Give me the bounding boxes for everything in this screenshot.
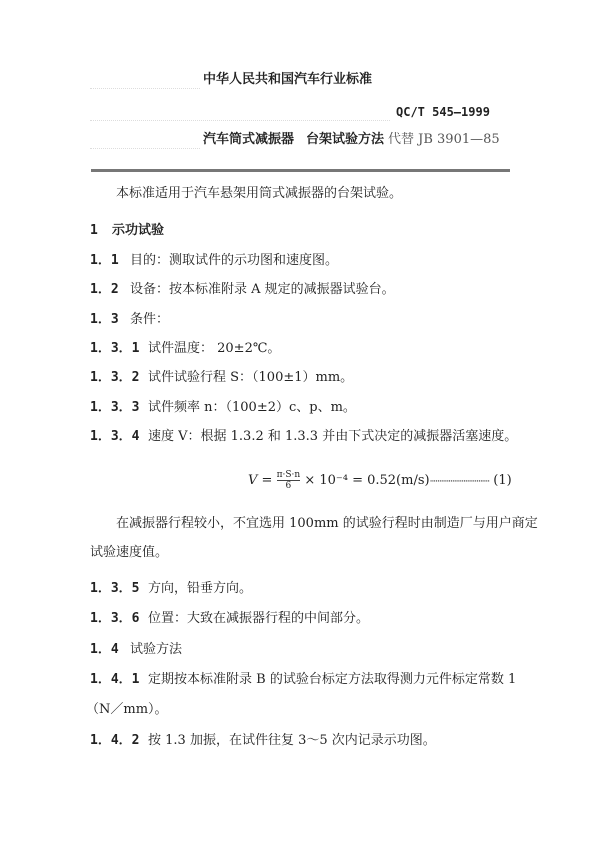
header-rule <box>91 169 510 172</box>
dotted-leader <box>90 88 200 89</box>
org-title: 中华人民共和国汽车行业标准 <box>203 72 373 87</box>
equation-number: (1) <box>493 473 512 488</box>
velocity-formula: V = $\frac{\pi\cdot S\cdot n}{6}$ × 10⁻⁴ = 0.52(m/s)································ (1) <box>248 470 512 491</box>
clause: 1．3．3 试件频率 n：（100±2）c、p、m。 <box>90 400 356 415</box>
clause: 1．3．6 位置：大致在减振器行程的中间部分。 <box>90 611 370 626</box>
clause: 1．1 目的：测取试件的示功图和速度图。 <box>90 253 339 268</box>
fraction: $\frac{\pi\cdot S\cdot n}{6}$ <box>276 470 301 491</box>
clause: 1．2 设备：按本标准附录 A 规定的减振器试验台。 <box>90 282 395 297</box>
clause: 1．3．5 方向，铅垂方向。 <box>90 581 253 596</box>
dotted-leader <box>90 120 390 121</box>
clause: 1．3．4 速度 V：根据 1.3.2 和 1.3.3 并由下式决定的减振器活塞速度。 <box>90 429 518 444</box>
note-line: 试验速度值。 <box>90 545 169 560</box>
clause: 1．3．1 试件温度： 20±2℃。 <box>90 341 281 356</box>
clause: 1．4．2 按 1.3 加振，在试件往复 3～5 次内记录示功图。 <box>90 733 436 748</box>
standard-code: QC/T 545—1999 <box>396 105 490 119</box>
clause-continuation: （N／mm）。 <box>86 702 168 717</box>
replaces-note: 代替 JB 3901—85 <box>388 132 500 147</box>
clause: 1．4 试验方法 <box>90 642 183 657</box>
clause: 1．3 条件： <box>90 312 170 327</box>
doc-title-2: 台架试验方法 <box>306 132 385 147</box>
note-line: 在减振器行程较小，不宜选用 100mm 的试验行程时由制造厂与用户商定 <box>116 516 538 531</box>
doc-title: 汽车筒式减振器 <box>203 132 295 147</box>
dotted-leader <box>90 148 200 149</box>
intro-paragraph: 本标准适用于汽车悬架用筒式减振器的台架试验。 <box>116 186 403 201</box>
clause: 1．4．1 定期按本标准附录 B 的试验台标定方法取得测力元件标定常数 1 <box>90 672 517 687</box>
section-heading: 1 示功试验 <box>90 223 165 238</box>
clause: 1．3．2 试件试验行程 S：（100±1）mm。 <box>90 370 354 385</box>
